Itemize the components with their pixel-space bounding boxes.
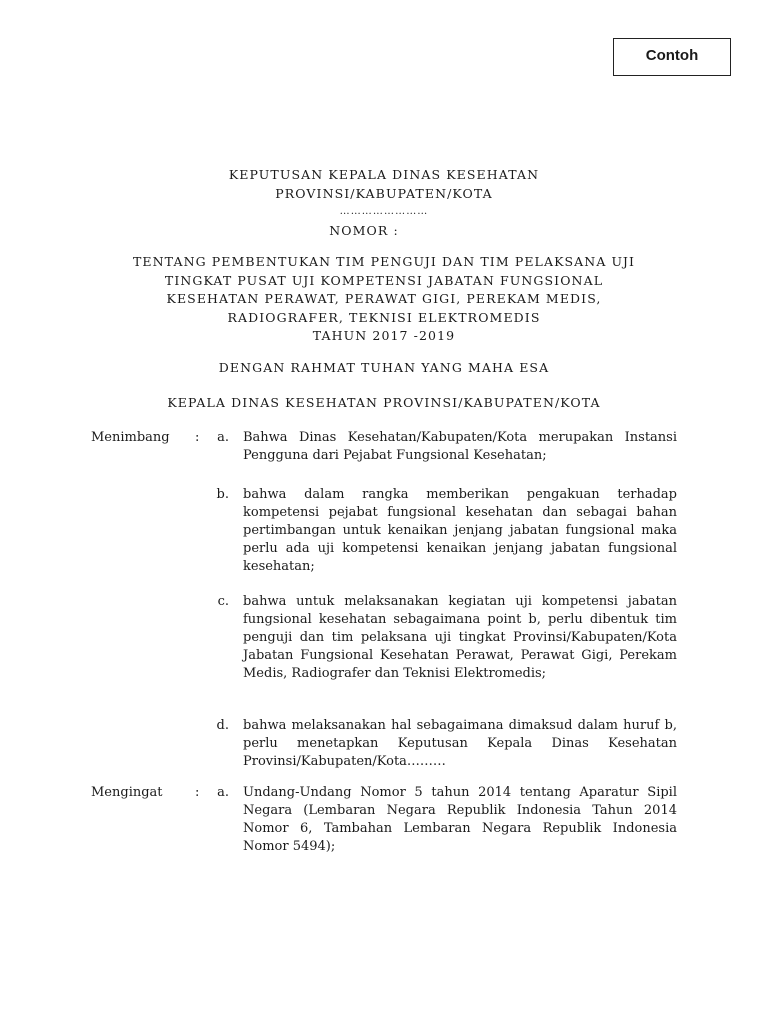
blessing-text: DENGAN RAHMAT TUHAN YANG MAHA ESA (218, 360, 550, 375)
menimbang-item-d-text: bahwa melaksanakan hal sebagaimana dimaksud dalam huruf b, perlu menetapkan Keputusan Kepala Dinas Kesehatan Provinsi/Kabupaten/Kota……… (243, 718, 677, 769)
mengingat-item-a-text: Undang-Undang Nomor 5 tahun 2014 tentang Aparatur Sipil Negara (Lembaran Negara Republik Indonesia Tahun 2014 Nomor 6, Tambahan Lembaran Negara Republik Indonesia Nomor 5494); (243, 785, 677, 854)
document-heading (0, 166, 768, 240)
subject-line-4: RADIOGRAFER, TEKNISI ELEKTROMEDIS (227, 309, 541, 325)
menimbang-item-c-text: bahwa untuk melaksanakan kegiatan uji kompetensi jabatan fungsional kesehatan sebagaimana point b, perlu dibentuk tim penguji dan tim pelaksana uji tingkat Provinsi/Kabupaten/Kota Jabatan Fungsional Kesehatan Perawat, Perawat Gigi, Perekam Medis, Radiografer dan Teknisi Elektromedis; (243, 594, 677, 681)
authority-text: KEPALA DINAS KESEHATAN PROVINSI/KABUPATEN/KOTA (167, 395, 601, 410)
example-badge-label: Contoh (645, 47, 699, 64)
subject-line-2: TINGKAT PUSAT UJI KOMPETENSI JABATAN FUNGSIONAL (164, 272, 604, 288)
menimbang-label: Menimbang (91, 430, 170, 445)
subject-line-3: KESEHATAN PERAWAT, PERAWAT GIGI, PEREKAM MEDIS, (166, 291, 602, 306)
mengingat-label: Mengingat (91, 785, 163, 800)
menimbang-item-a-letter: a. (217, 430, 229, 445)
blessing (0, 359, 768, 378)
heading-placeholder: …………………… (339, 206, 429, 217)
menimbang-item-b-text: bahwa dalam rangka memberikan pengakuan terhadap kompetensi pejabat fungsional kesehatan dan sebagai bahan pertimbangan untuk kenaikan jenjang jabatan fungsional maka perlu ada uji kompetensi kenaikan jenjang jabatan fungsional kesehatan; (243, 487, 677, 574)
subject-line-1: TENTANG PEMBENTUKAN TIM PENGUJI DAN TIM PELAKSANA UJI (132, 254, 635, 269)
menimbang-item-d-letter: d. (216, 718, 229, 733)
heading-number: NOMOR : (329, 222, 399, 238)
mengingat-colon: : (195, 785, 200, 800)
menimbang-item-a-text: Bahwa Dinas Kesehatan/Kabupaten/Kota merupakan Instansi Pengguna dari Pejabat Fungsional Kesehatan; (243, 430, 677, 463)
subject-line-5: TAHUN 2017 -2019 (312, 328, 456, 343)
mengingat-item-a-letter: a. (217, 785, 229, 800)
menimbang-item-c-letter: c. (217, 594, 229, 609)
heading-title: KEPUTUSAN KEPALA DINAS KESEHATAN (228, 167, 540, 182)
authority (0, 394, 768, 413)
document-subject (0, 253, 768, 346)
menimbang-item-b-letter: b. (216, 487, 229, 502)
example-badge (613, 38, 731, 76)
menimbang-colon: : (195, 430, 200, 445)
heading-region: PROVINSI/KABUPATEN/KOTA (275, 185, 493, 201)
